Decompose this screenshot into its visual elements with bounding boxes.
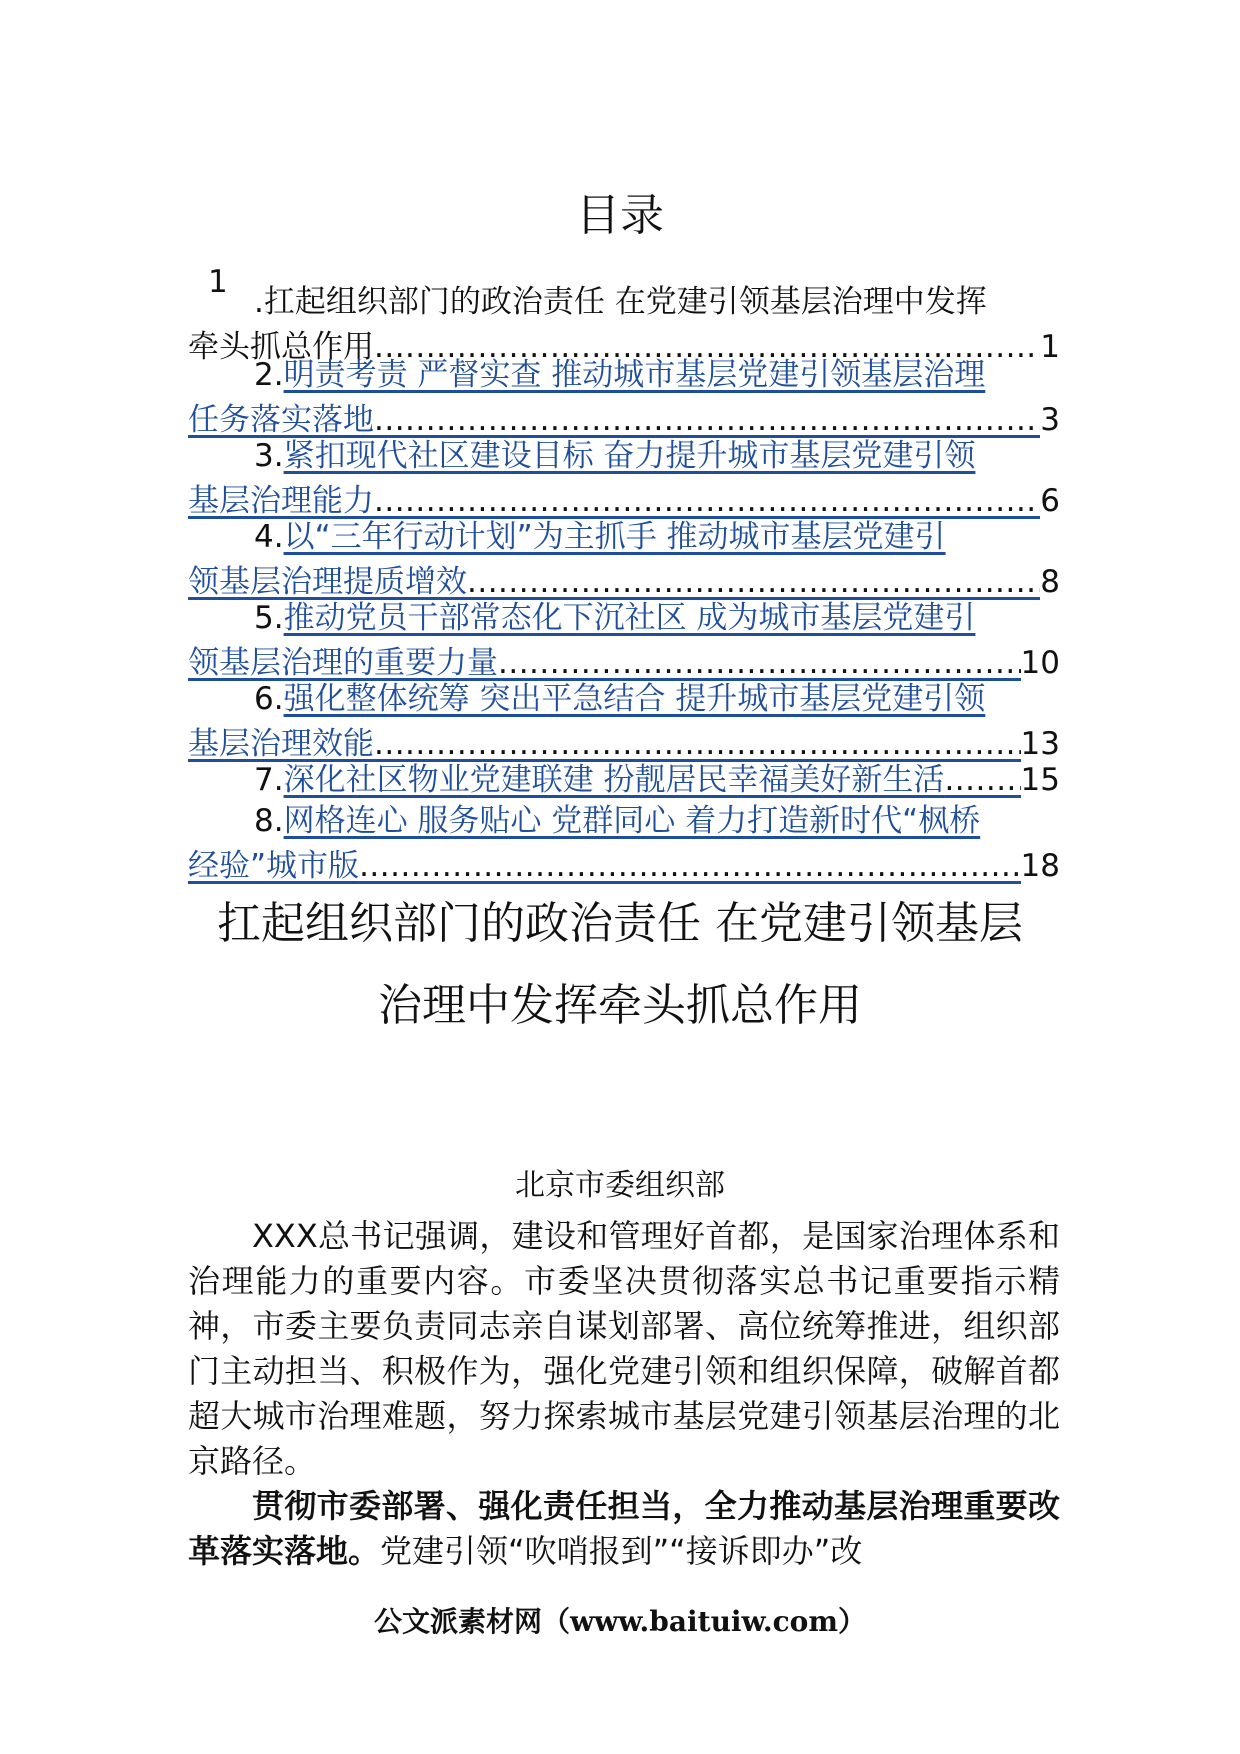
toc-link[interactable]: 网格连心 服务贴心 党群同心 着力打造新时代“枫桥	[283, 803, 981, 839]
toc-link[interactable]: 领基层治理提质增效	[188, 564, 467, 600]
toc-page-number: 18	[1020, 848, 1060, 884]
toc-entry-3[interactable]	[188, 434, 1060, 524]
toc-link[interactable]: 紧扣现代社区建设目标 奋力提升城市基层党建引领	[283, 438, 976, 474]
toc-entry-number: 8.	[254, 803, 284, 839]
toc-entry-number: 2.	[254, 357, 284, 393]
body-paragraph-1: XXX总书记强调，建设和管理好首都，是国家治理体系和治理能力的重要内容。市委坚决贯彻落实总书记重要指示精神，市委主要负责同志亲自谋划部署、高位统筹推进，组织部门主动担当、积极作为，强化党建引领和组织保障，破解首都超大城市治理难题，努力探索城市基层党建引领基层治理的北京路径。	[188, 1217, 1060, 1480]
toc-entry-number: 5.	[254, 600, 284, 636]
toc-page-number: 10	[1020, 645, 1060, 681]
toc-link[interactable]: 经验”城市版	[188, 848, 360, 884]
toc-entry-7[interactable]	[188, 758, 1060, 803]
toc-link[interactable]: 推动党员干部常态化下沉社区 成为城市基层党建引	[283, 600, 976, 636]
toc-entry-number: 6.	[254, 681, 284, 717]
toc-page-number: 1	[1040, 329, 1060, 365]
toc-page-number: 3	[1040, 402, 1060, 438]
toc-entry-number: 7.	[254, 762, 284, 798]
toc-entry-2[interactable]	[188, 353, 1060, 443]
toc-entry-5[interactable]	[188, 596, 1060, 686]
toc-page-number: 6	[1040, 483, 1060, 519]
toc-page-number: 13	[1020, 726, 1060, 762]
toc-link[interactable]: 领基层治理的重要力量	[188, 645, 498, 681]
toc-entry-text: 牵头抓总作用	[188, 329, 374, 365]
footer-watermark: 公文派素材网（www.baituiw.com）	[374, 1605, 866, 1638]
toc-link[interactable]: 以“三年行动计划”为主抓手 推动城市基层党建引	[283, 519, 946, 555]
article-title-line-2: 治理中发挥牵头抓总作用	[378, 980, 862, 1031]
toc-leader-dots	[944, 758, 1020, 803]
toc-entry-text: .扛起组织部门的政治责任 在党建引领基层治理中发挥	[254, 284, 987, 320]
toc-page-number: 8	[1040, 564, 1060, 600]
toc-page-number: 15	[1020, 762, 1060, 798]
body-paragraph-2-text: 党建引领“吹哨报到”“接诉即办”改	[380, 1532, 863, 1570]
toc-link[interactable]: 深化社区物业党建联建 扮靓居民幸福美好新生活	[283, 762, 945, 798]
toc-link[interactable]: 任务落实落地	[188, 402, 374, 438]
toc-first-number: 1	[208, 264, 228, 300]
article-body	[188, 1214, 1060, 1574]
toc-leader-dots	[359, 844, 1020, 889]
body-paragraph-2-lead: 贯彻市委部署、强化责任担当，全力推动基层治理重要改革落实落地。	[188, 1487, 1060, 1570]
toc-entry-4[interactable]	[188, 515, 1060, 605]
toc-entry-number: 4.	[254, 519, 284, 555]
toc-link[interactable]: 强化整体统筹 突出平急结合 提升城市基层党建引领	[283, 681, 986, 717]
body-paragraph-2	[188, 1484, 1060, 1574]
toc-title: 目录	[576, 190, 664, 241]
toc-link[interactable]: 明责考责 严督实查 推动城市基层党建引领基层治理	[283, 357, 986, 393]
toc-entry-8[interactable]	[188, 799, 1060, 889]
toc-link[interactable]: 基层治理效能	[188, 726, 374, 762]
toc-entry-number: 3.	[254, 438, 284, 474]
toc-entry-6[interactable]	[188, 677, 1060, 767]
toc-link[interactable]: 基层治理能力	[188, 483, 374, 519]
article-title-line-1: 扛起组织部门的政治责任 在党建引领基层	[217, 898, 1023, 949]
article-author: 北京市委组织部	[515, 1168, 725, 1203]
